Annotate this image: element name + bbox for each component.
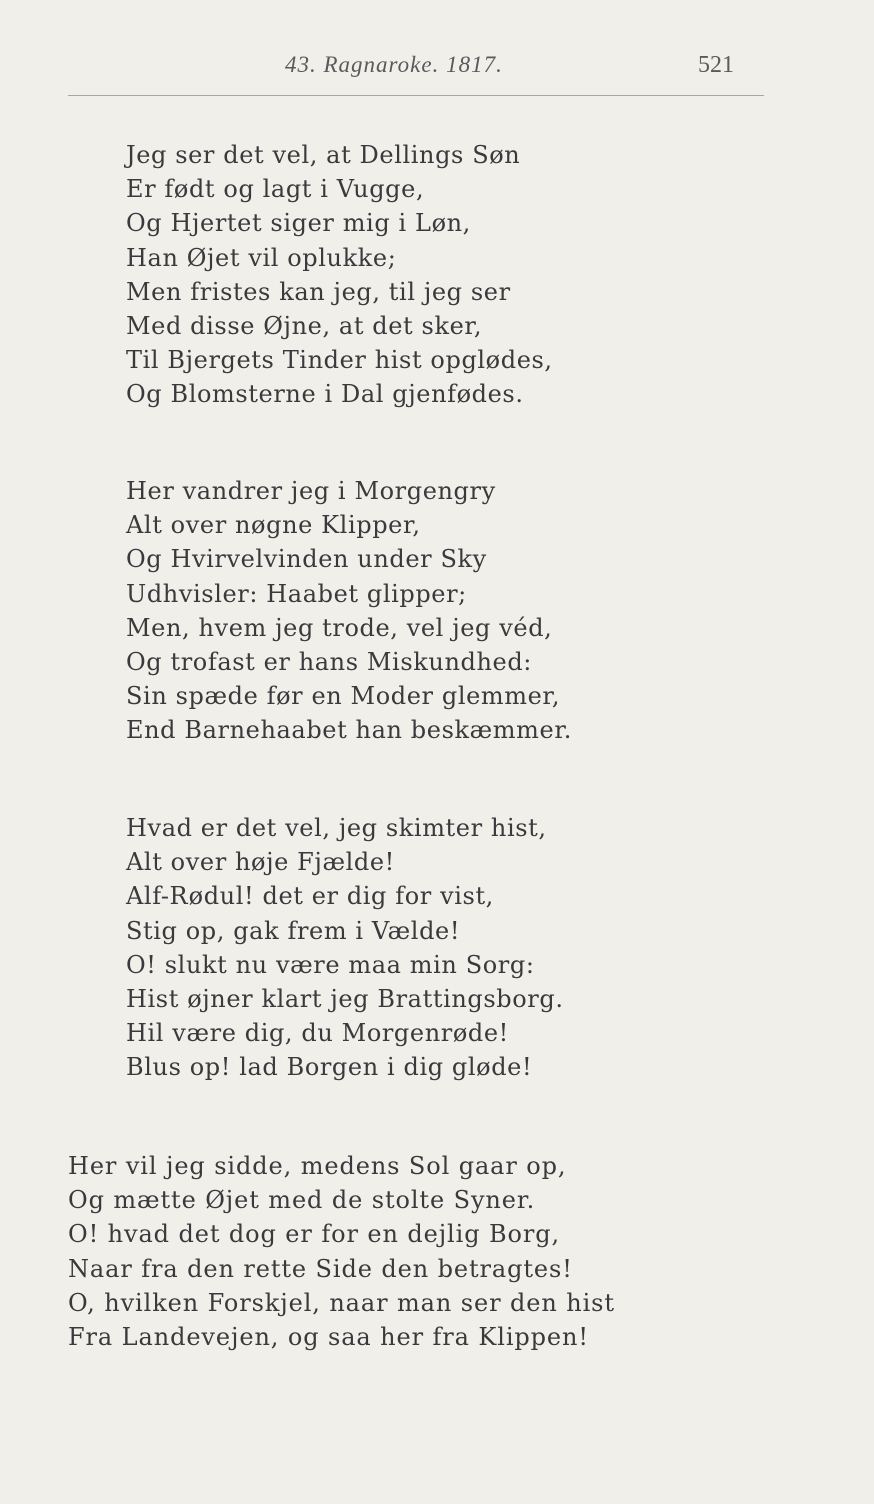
verse-line: Alt over nøgne Klipper, <box>126 511 421 540</box>
stanza-2 <box>126 474 572 748</box>
header-rule <box>68 95 764 96</box>
verse-line: Og Hvirvelvinden under Sky <box>126 545 487 574</box>
verse-line: Stig op, gak frem i Vælde! <box>126 916 461 945</box>
prose-passage <box>68 1149 615 1354</box>
prose-line: Fra Landevejen, og saa her fra Klippen! <box>68 1322 589 1351</box>
verse-line: Udhvisler: Haabet glipper; <box>126 579 467 608</box>
prose-line: O, hvilken Forskjel, naar man ser den hist <box>68 1288 615 1317</box>
verse-line: Han Øjet vil oplukke; <box>126 243 397 272</box>
verse-line: Alf-Rødul! det er dig for vist, <box>126 882 494 911</box>
verse-line: Men fristes kan jeg, til jeg ser <box>126 277 511 306</box>
prose-line: Naar fra den rette Side den betragtes! <box>68 1254 573 1283</box>
prose-line: Her vil jeg sidde, medens Sol gaar op, <box>68 1152 567 1180</box>
verse-line: Og trofast er hans Miskundhed: <box>126 647 532 676</box>
verse-line: Alt over høje Fjælde! <box>126 848 395 877</box>
stanza-1 <box>126 138 553 412</box>
verse-line: Men, hvem jeg trode, vel jeg véd, <box>126 613 553 642</box>
stanza-3 <box>126 811 564 1085</box>
verse-line: End Barnehaabet han beskæmmer. <box>126 716 572 745</box>
verse-line: Sin spæde før en Moder glemmer, <box>126 682 561 711</box>
prose-line: Og mætte Øjet med de stolte Syner. <box>68 1186 536 1215</box>
verse-line: O! slukt nu være maa min Sorg: <box>126 950 535 979</box>
verse-line: Hvad er det vel, jeg skimter hist, <box>126 814 547 842</box>
verse-line: Her vandrer jeg i Morgengry <box>126 477 496 505</box>
verse-line: Blus op! lad Borgen i dig gløde! <box>126 1053 533 1082</box>
running-title: 43. Ragnaroke. 1817. <box>285 52 503 77</box>
prose-line: O! hvad det dog er for en dejlig Borg, <box>68 1220 561 1249</box>
verse-line: Hist øjner klart jeg Brattingsborg. <box>126 984 564 1013</box>
verse-line: Og Blomsterne i Dal gjenfødes. <box>126 380 524 409</box>
verse-line: Og Hjertet siger mig i Løn, <box>126 209 471 238</box>
verse-line: Til Bjergets Tinder hist opglødes, <box>126 346 553 375</box>
verse-line: Er født og lagt i Vugge, <box>126 175 425 204</box>
page-number: 521 <box>698 52 734 78</box>
verse-line: Hil være dig, du Morgenrøde! <box>126 1019 509 1048</box>
verse-line: Med disse Øjne, at det sker, <box>126 311 483 340</box>
verse-line: Jeg ser det vel, at Dellings Søn <box>126 141 521 169</box>
